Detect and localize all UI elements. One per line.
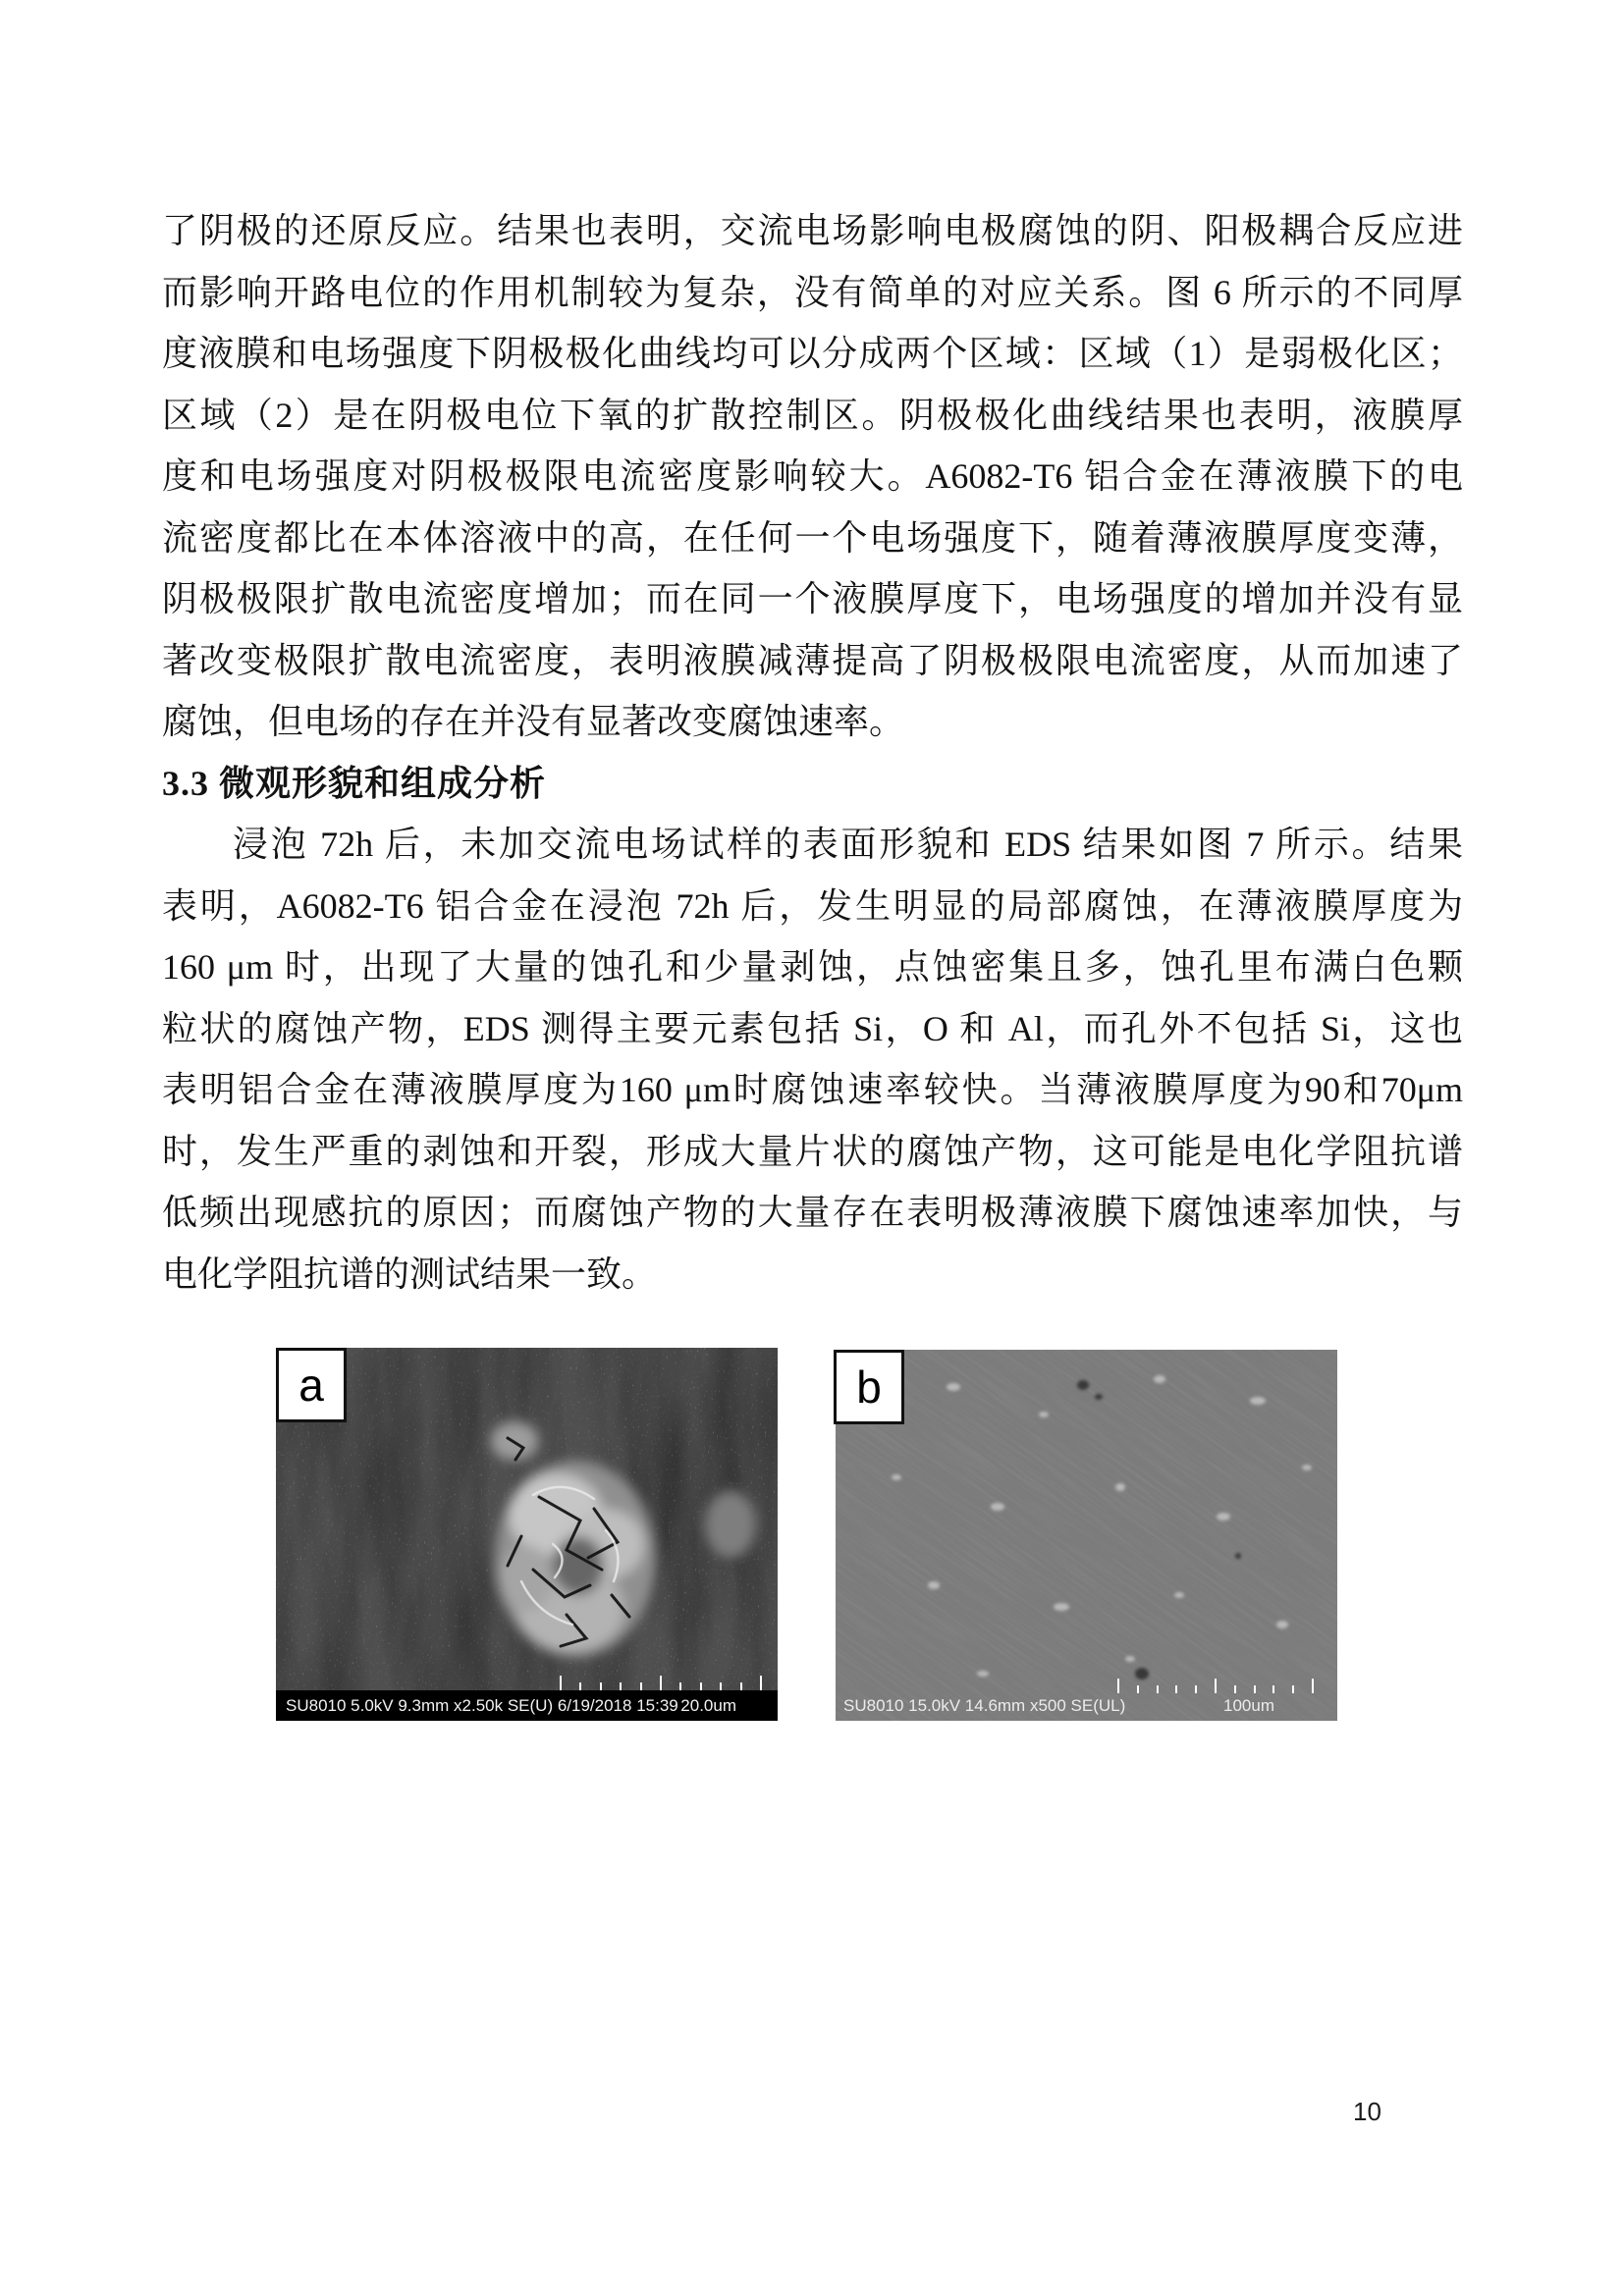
figure-panel-label-b bbox=[834, 1350, 904, 1424]
paragraph2-line: 表明，A6082-T6 铝合金在浸泡 72h 后，发生明显的局部腐蚀，在薄液膜厚度为 bbox=[162, 885, 1463, 926]
panel-letter: b bbox=[856, 1362, 882, 1413]
paragraph1-line: 了阴极的还原反应。结果也表明，交流电场影响电极腐蚀的阴、阳极耦合反应进 bbox=[162, 211, 1463, 250]
paragraph2-line: 浸泡 72h 后，未加交流电场试样的表面形貌和 EDS 结果如图 7 所示。结果 bbox=[233, 825, 1463, 864]
sem-metadata-text: SU8010 15.0kV 14.6mm x500 SE(UL) bbox=[843, 1695, 1126, 1715]
paragraph2-line: 时，发生严重的剥蚀和开裂，形成大量片状的腐蚀产物，这可能是电化学阻抗谱 bbox=[162, 1131, 1463, 1171]
paragraph1-line: 度液膜和电场强度下阴极极化曲线均可以分成两个区域：区域（1）是弱极化区； bbox=[162, 334, 1463, 373]
paragraph2-line: 低频出现感抗的原因；而腐蚀产物的大量存在表明极薄液膜下腐蚀速率加快，与 bbox=[162, 1193, 1463, 1232]
section-heading: 3.3 微观形貌和组成分析 bbox=[162, 763, 547, 803]
figure-panel-label-a bbox=[276, 1348, 347, 1422]
paragraph1-line: 度和电场强度对阴极极限电流密度影响较大。A6082-T6 铝合金在薄液膜下的电 bbox=[162, 456, 1463, 496]
body-text bbox=[162, 200, 1463, 1305]
paragraph1-line: 流密度都比在本体溶液中的高，在任何一个电场强度下，随着薄液膜厚度变薄， bbox=[162, 517, 1463, 558]
paragraph1-line: 阴极极限扩散电流密度增加；而在同一个液膜厚度下，电场强度的增加并没有显 bbox=[162, 579, 1463, 618]
scale-label: 20.0um bbox=[680, 1695, 736, 1715]
scale-bar-ticks bbox=[560, 1676, 762, 1690]
sem-texture-a bbox=[276, 1348, 778, 1721]
sem-info-bar-b bbox=[836, 1690, 1337, 1721]
sem-info-bar-a bbox=[276, 1690, 778, 1721]
scale-label: 100um bbox=[1223, 1695, 1274, 1715]
sem-image-b bbox=[836, 1350, 1337, 1721]
paragraph2-line: 粒状的腐蚀产物，EDS 测得主要元素包括 Si，O 和 Al，而孔外不包括 Si，这也 bbox=[162, 1008, 1463, 1048]
paragraph2-line: 160 μm 时，出现了大量的蚀孔和少量剥蚀，点蚀密集且多，蚀孔里布满白色颗 bbox=[162, 947, 1463, 987]
paragraph2-line: 电化学阻抗谱的测试结果一致。 bbox=[162, 1254, 658, 1294]
paragraph1-line: 腐蚀，但电场的存在并没有显著改变腐蚀速率。 bbox=[162, 702, 905, 741]
sem-image-a bbox=[276, 1348, 778, 1721]
sem-metadata-text: SU8010 5.0kV 9.3mm x2.50k SE(U) 6/19/2018 15:39 bbox=[286, 1695, 678, 1715]
paragraph1-line: 著改变极限扩散电流密度，表明液膜减薄提高了阴极极限电流密度，从而加速了 bbox=[162, 640, 1463, 680]
page-number: 10 bbox=[1353, 2097, 1381, 2126]
sem-texture-b bbox=[836, 1350, 1337, 1721]
panel-letter: a bbox=[298, 1360, 324, 1411]
paragraph1-line: 而影响开路电位的作用机制较为复杂，没有简单的对应关系。图 6 所示的不同厚 bbox=[162, 272, 1463, 312]
paragraph1-line: 区域（2）是在阴极电位下氧的扩散控制区。阴极极化曲线结果也表明，液膜厚 bbox=[162, 395, 1463, 435]
paragraph2-line: 表明铝合金在薄液膜厚度为160 μm时腐蚀速率较快。当薄液膜厚度为90和70μm bbox=[162, 1070, 1463, 1109]
